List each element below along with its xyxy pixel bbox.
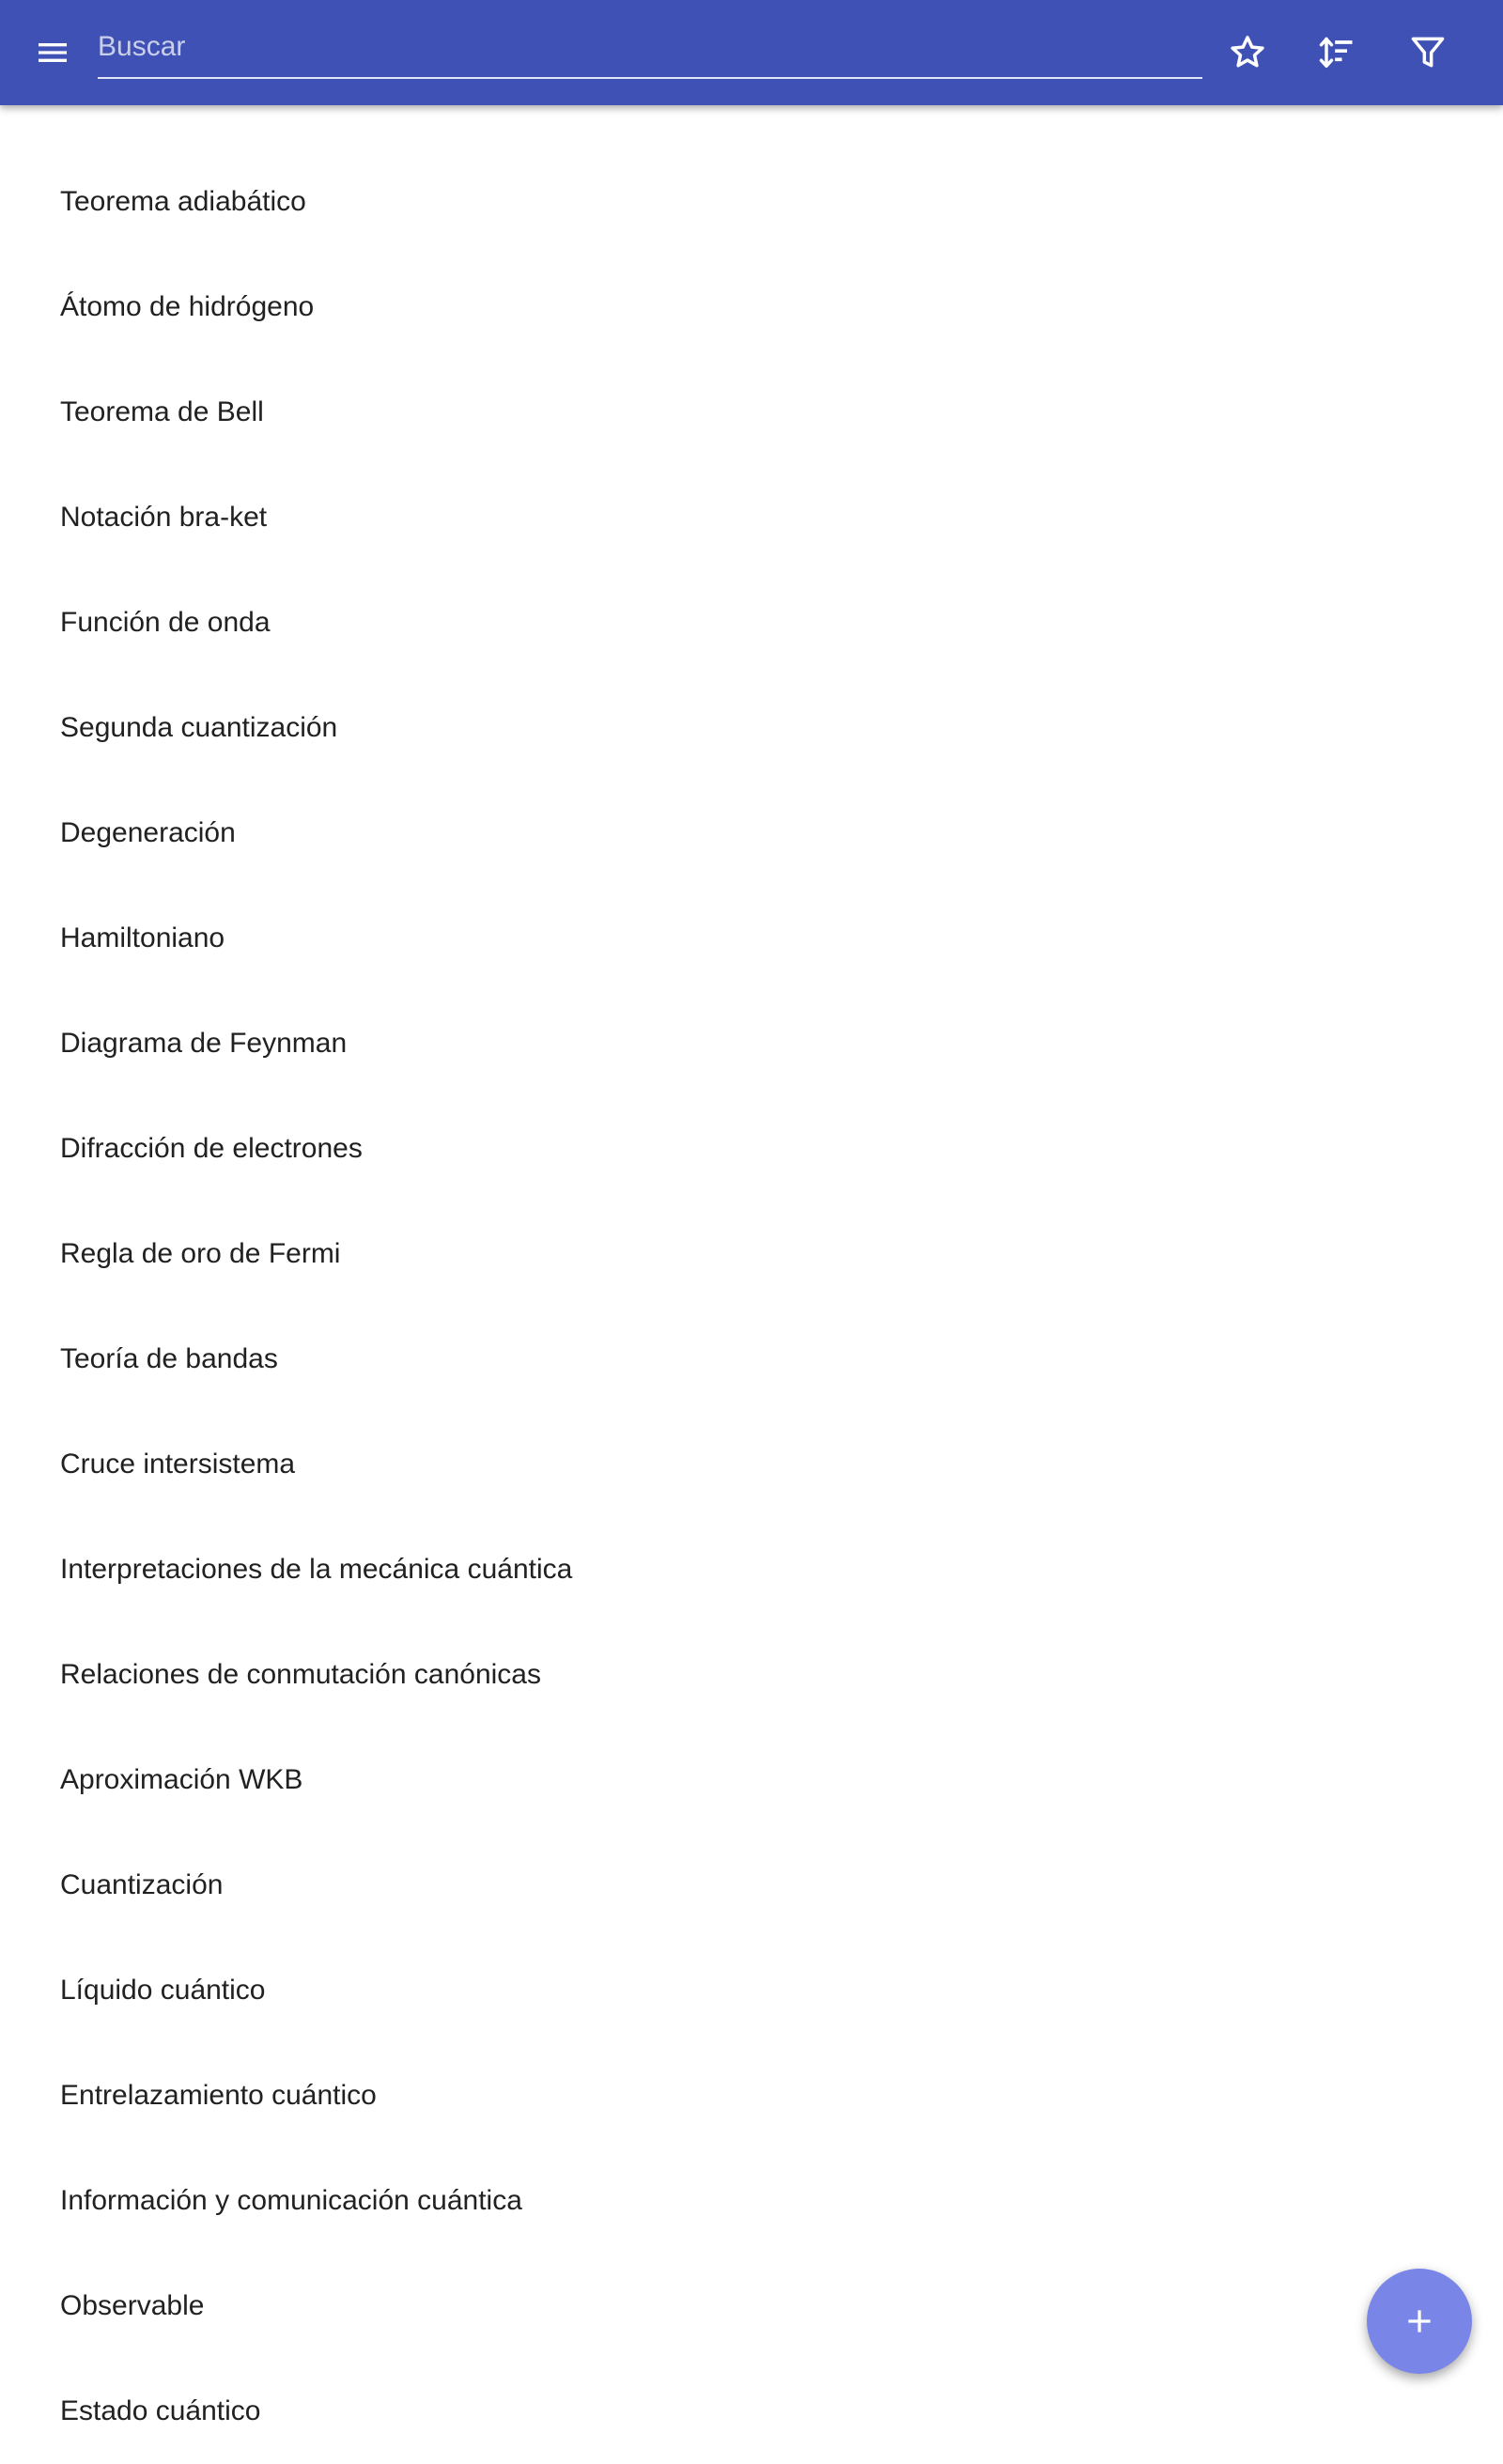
menu-button[interactable]: [15, 15, 90, 90]
list-item-label: Segunda cuantización: [60, 712, 338, 743]
list-item[interactable]: [0, 2043, 1503, 2148]
add-button[interactable]: [1367, 2269, 1472, 2374]
list-item-label: Relaciones de conmutación canónicas: [60, 1659, 541, 1690]
list-item[interactable]: [0, 781, 1503, 886]
list-item[interactable]: [0, 886, 1503, 991]
menu-icon: [34, 34, 71, 71]
sort-button[interactable]: [1299, 15, 1374, 90]
list-item-label: Observable: [60, 2290, 205, 2321]
list-item-label: Líquido cuántico: [60, 1975, 266, 2006]
list-item-label: Cruce intersistema: [60, 1449, 296, 1480]
list-item[interactable]: [0, 991, 1503, 1096]
list-item[interactable]: [0, 2254, 1503, 2359]
list-item[interactable]: [0, 360, 1503, 465]
list-item-label: Difracción de electrones: [60, 1133, 363, 1164]
list-item-label: Regla de oro de Fermi: [60, 1238, 341, 1269]
list-item[interactable]: [0, 1412, 1503, 1517]
list-item[interactable]: [0, 675, 1503, 781]
add-icon: [1401, 2302, 1438, 2340]
list-item-label: Teorema adiabático: [60, 186, 306, 217]
list-item-label: Diagrama de Feynman: [60, 1028, 348, 1059]
list-item[interactable]: [0, 1833, 1503, 1938]
list-item[interactable]: [0, 2148, 1503, 2254]
list-item-label: Teoría de bandas: [60, 1343, 278, 1374]
list-item-label: Teorema de Bell: [60, 396, 264, 427]
search-input[interactable]: [98, 21, 1202, 73]
list-item[interactable]: [0, 465, 1503, 570]
list-item-label: Interpretaciones de la mecánica cuántica: [60, 1554, 573, 1585]
list-item[interactable]: [0, 1517, 1503, 1622]
list-item[interactable]: [0, 1201, 1503, 1307]
list-item-label: Entrelazamiento cuántico: [60, 2080, 377, 2111]
list-item[interactable]: [0, 1622, 1503, 1728]
filter-button[interactable]: [1390, 15, 1465, 90]
list-item[interactable]: [0, 1307, 1503, 1412]
favorites-button[interactable]: [1210, 15, 1285, 90]
list-item[interactable]: [0, 570, 1503, 675]
search-field: [98, 21, 1202, 79]
list-item-label: Átomo de hidrógeno: [60, 291, 315, 322]
list-item[interactable]: [0, 149, 1503, 255]
list-item[interactable]: [0, 1728, 1503, 1833]
list-item-label: Notación bra-ket: [60, 502, 268, 533]
list-item-label: Función de onda: [60, 607, 271, 638]
list-item-label: Cuantización: [60, 1869, 224, 1900]
list-item-label: Degeneración: [60, 817, 236, 848]
list-item-label: Información y comunicación cuántica: [60, 2185, 522, 2216]
list-item[interactable]: [0, 2359, 1503, 2464]
list-item-label: Estado cuántico: [60, 2395, 261, 2426]
list-item-label: Hamiltoniano: [60, 922, 225, 953]
top-app-bar: [0, 0, 1503, 105]
list-item-label: Aproximación WKB: [60, 1764, 303, 1795]
list-item[interactable]: [0, 1938, 1503, 2043]
list-item[interactable]: [0, 1096, 1503, 1201]
list-item[interactable]: [0, 255, 1503, 360]
filter-icon: [1407, 32, 1449, 73]
sort-icon: [1316, 32, 1357, 73]
topic-list: [0, 105, 1503, 2464]
star-outline-icon: [1227, 32, 1268, 73]
